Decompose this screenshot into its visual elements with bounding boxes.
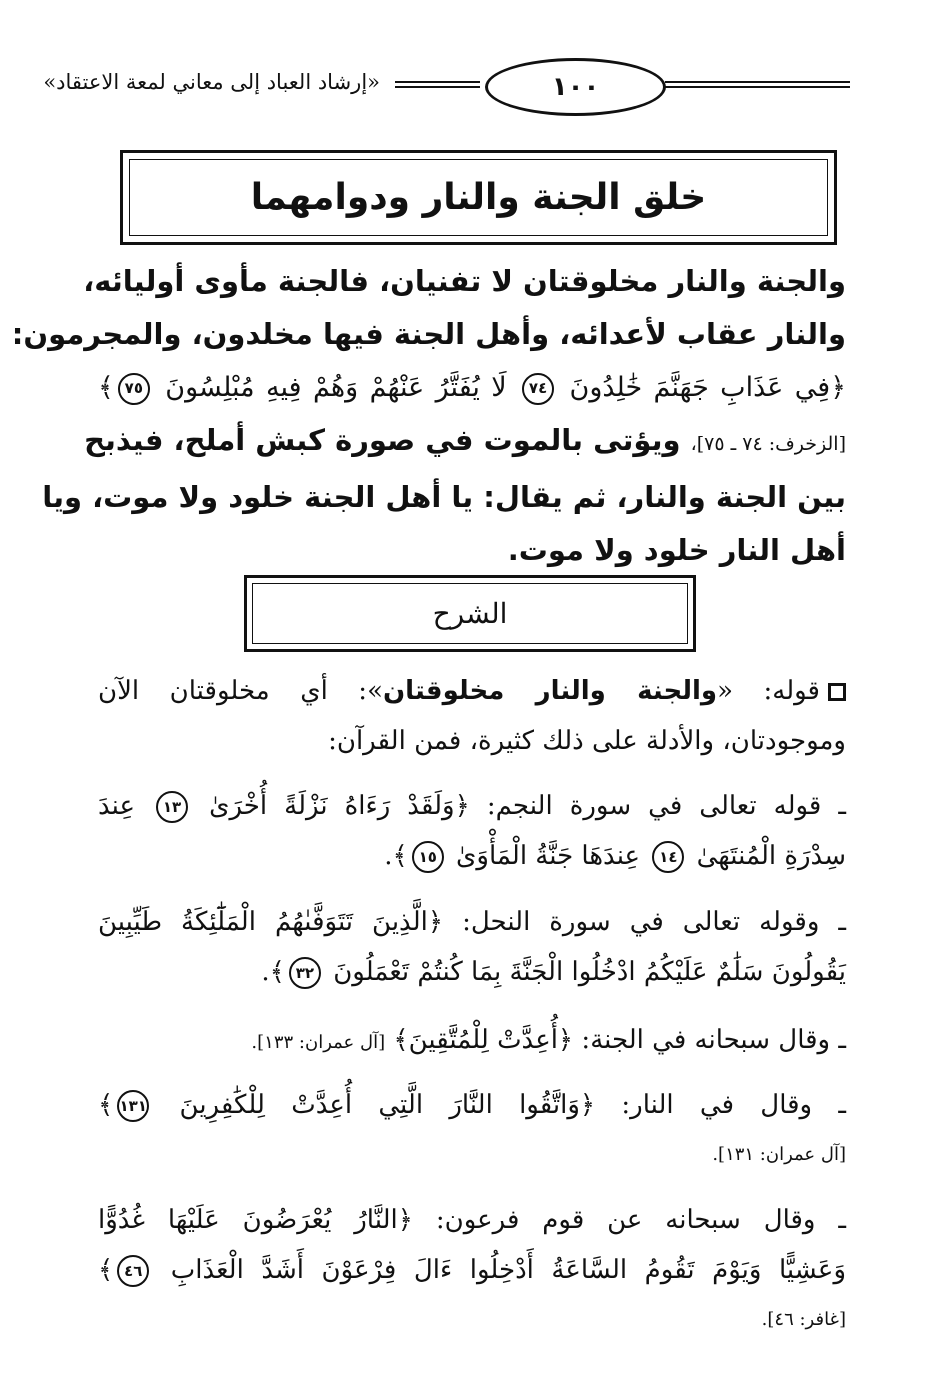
text-fragment: ﴾. [384, 841, 408, 871]
verse-reference: [الزخرف: ٧٤ ـ ٧٥]، [690, 433, 846, 455]
explanation-line [98, 666, 846, 716]
verse-bracket: ﴾ [98, 372, 114, 403]
text-fragment: ـ قوله تعالى في سورة النجم: ﴿وَلَقَدْ رَءَاهُ نَزْلَةً أُخْرَىٰ [209, 791, 847, 821]
checkbox-icon [828, 683, 846, 701]
text-fragment: »: أي مخلوقتان الآن [98, 676, 383, 706]
ayah-number: ١٣١ [117, 1090, 149, 1122]
page-number: ١٠٠ [485, 58, 666, 116]
main-line: والنار عقاب لأعدائه، وأهل الجنة فيها مخلدون، والمجرمون: [11, 317, 846, 351]
verse-reference: [آل عمران: ١٣٣]. [251, 1032, 386, 1053]
explanation-line: ـ وقوله تعالى في سورة النحل: ﴿الَّذِينَ تَتَوَفَّىٰهُمُ الْمَلَٰٓئِكَةُ طَيِّبِينَ [98, 907, 846, 937]
ayah-number: ١٣ [156, 791, 188, 823]
verse-text: لَا يُفَتَّرُ عَنْهُمْ وَهُمْ فِيهِ مُبْلِسُونَ [165, 372, 507, 403]
header-rule-left [395, 81, 480, 91]
text-fragment: عِندَهَا جَنَّةُ الْمَأْوَىٰ [456, 841, 641, 871]
verse-reference: [آل عمران: ١٣١]. [712, 1144, 846, 1165]
explanation-line [98, 1245, 846, 1295]
quoted-phrase: والجنة والنار مخلوقتان [382, 676, 718, 706]
verse-reference: [غافر: ٤٦]. [761, 1309, 846, 1330]
ayah-number: ٣٢ [289, 957, 321, 989]
explanation-line [98, 831, 846, 881]
main-line [84, 414, 846, 471]
sharh-title-box [244, 575, 696, 652]
text-fragment: عِندَ [98, 791, 136, 821]
main-text [11, 255, 847, 577]
ayah-number: ١٤ [652, 841, 684, 873]
main-line: بين الجنة والنار، ثم يقال: يا أهل الجنة خلود ولا موت، ويا [42, 480, 846, 514]
explanation-paragraph [98, 897, 846, 997]
explanation-line [98, 947, 846, 997]
main-line: والجنة والنار مخلوقتان لا تفنيان، فالجنة مأوى أوليائه، [83, 264, 846, 298]
chapter-title: خلق الجنة والنار ودوامهما [129, 159, 828, 236]
header-rule-right [665, 81, 850, 91]
verse-text: ﴿فِي عَذَابِ جَهَنَّمَ خَٰلِدُونَ [569, 372, 847, 403]
text-fragment: ﴾. [261, 957, 285, 987]
ayah-number: ١٥ [412, 841, 444, 873]
sharh-title: الشرح [252, 583, 688, 644]
text-fragment: يَقُولُونَ سَلَٰمٌ عَلَيْكُمُ ادْخُلُوا الْجَنَّةَ بِمَا كُنتُمْ تَعْمَلُونَ [333, 957, 846, 987]
main-line: أهل النار خلود ولا موت. [507, 533, 846, 567]
text-fragment: سِدْرَةِ الْمُنتَهَىٰ [696, 841, 846, 871]
text-fragment: ﴾ [98, 1255, 114, 1285]
explanation-line [98, 1015, 846, 1068]
quran-verse [98, 361, 846, 414]
explanation-line: ـ وقال سبحانه عن قوم فرعون: ﴿النَّارُ يُعْرَضُونَ عَلَيْهَا غُدُوًّا [98, 1205, 846, 1235]
text-fragment: وَعَشِيًّا وَيَوْمَ تَقُومُ السَّاعَةُ أَدْخِلُوا ءَالَ فِرْعَوْنَ أَشَدَّ الْعَذَابِ [170, 1255, 847, 1285]
chapter-title-box [120, 150, 837, 245]
explanation-paragraph [98, 1195, 846, 1345]
text-fragment: ـ وقال سبحانه في الجنة: ﴿أُعِدَّتْ لِلْمُتَّقِينَ﴾ [393, 1025, 846, 1055]
text-fragment: ﴾ [98, 1090, 114, 1120]
ayah-number: ٧٥ [118, 373, 150, 405]
main-text-fragment: ويؤتى بالموت في صورة كبش أملح، فيذبح [84, 423, 681, 457]
text-fragment: ـ وقال في النار: ﴿وَاتَّقُوا النَّارَ الَّتِي أُعِدَّتْ لِلْكَٰفِرِينَ [179, 1090, 847, 1120]
explanation-line [98, 1080, 846, 1130]
explanation-paragraph [98, 1015, 846, 1068]
explanation-paragraph [98, 666, 846, 766]
header-book-title: «إرشاد العباد إلى معاني لمعة الاعتقاد» [43, 70, 380, 94]
explanation-paragraph [98, 1080, 846, 1180]
explanation-paragraph [98, 781, 846, 881]
explanation-line [98, 781, 846, 831]
explanation-line: وموجودتان، والأدلة على ذلك كثيرة، فمن القرآن: [328, 726, 846, 756]
text-fragment: قوله: « [717, 676, 820, 706]
ayah-number: ٧٤ [522, 373, 554, 405]
ayah-number: ٤٦ [117, 1255, 149, 1287]
page-header [43, 58, 850, 118]
